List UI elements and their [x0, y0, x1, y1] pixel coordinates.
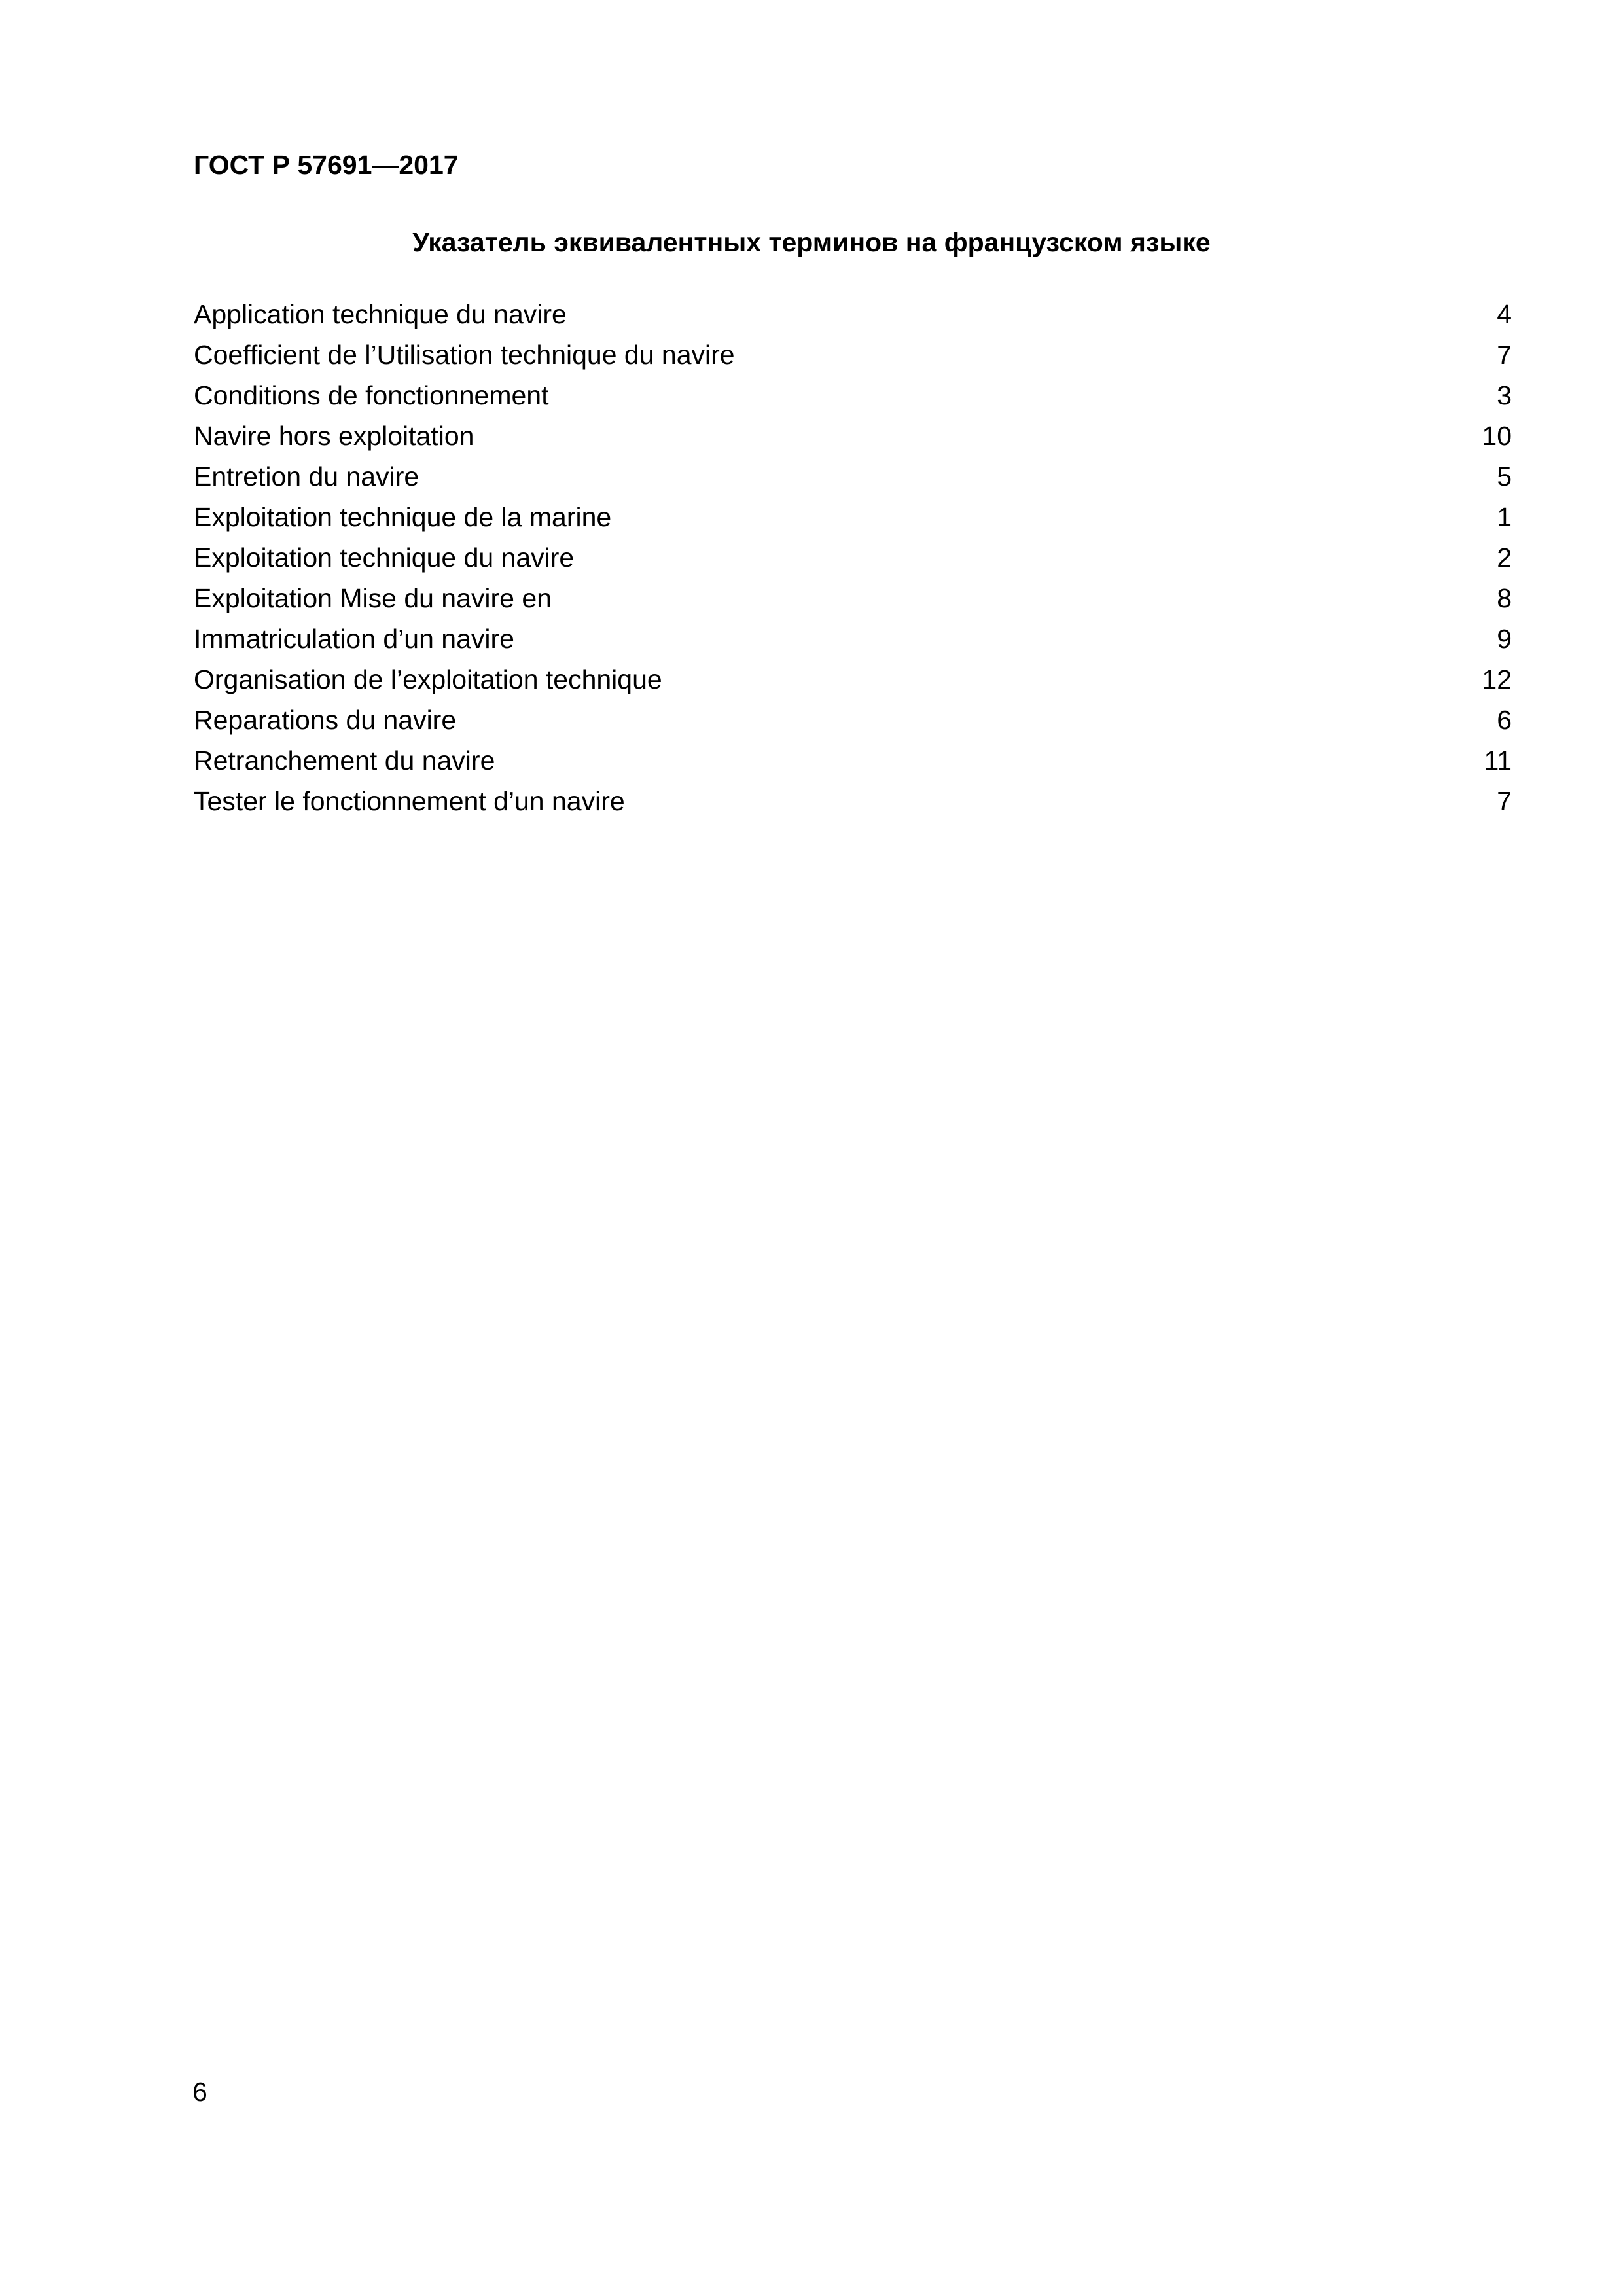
index-entry: [194, 294, 1512, 334]
entry-page: 12: [1482, 664, 1512, 694]
index-entry: [194, 375, 1512, 416]
entry-term: Exploitation Mise du navire en: [194, 583, 552, 613]
index-entry: [194, 497, 1512, 537]
document-header: ГОСТ Р 57691—2017: [194, 150, 459, 180]
section-title: Указатель эквивалентных терминов на французском языке: [412, 227, 1211, 257]
index-entry: [194, 537, 1512, 578]
index-entry: [194, 781, 1512, 821]
entry-page: 10: [1482, 421, 1512, 451]
index-entry: [194, 659, 1512, 700]
entry-page: 2: [1497, 543, 1512, 573]
index-entry: [194, 334, 1512, 375]
page-number: 6: [192, 2077, 207, 2107]
index-entry: [194, 740, 1512, 781]
entry-page: 9: [1497, 624, 1512, 654]
entry-page: 4: [1497, 299, 1512, 329]
entry-term: Exploitation technique de la marine: [194, 502, 612, 532]
entry-page: 11: [1484, 745, 1512, 776]
entry-page: 3: [1497, 380, 1512, 410]
entry-page: 1: [1497, 502, 1512, 532]
entry-page: 8: [1497, 583, 1512, 613]
entry-term: Exploitation technique du navire: [194, 543, 575, 573]
entry-page: 7: [1497, 786, 1512, 816]
index-entry: [194, 416, 1512, 456]
entry-page: 6: [1497, 705, 1512, 735]
entry-term: Entretion du navire: [194, 461, 419, 492]
entry-page: 7: [1497, 340, 1512, 370]
entry-term: Conditions de fonctionnement: [194, 380, 549, 410]
index-entry: [194, 700, 1512, 740]
entry-term: Reparations du navire: [194, 705, 457, 735]
index-entry: [194, 578, 1512, 619]
entry-term: Retranchement du navire: [194, 745, 495, 776]
entry-term: Application technique du navire: [194, 299, 567, 329]
index-entry: [194, 619, 1512, 659]
entry-term: Organisation de l’exploitation technique: [194, 664, 662, 694]
entry-term: Immatriculation d’un navire: [194, 624, 514, 654]
term-index-list: [194, 294, 1512, 821]
entry-term: Coefficient de l’Utilisation technique du navire: [194, 340, 735, 370]
entry-term: Tester le fonctionnement d’un navire: [194, 786, 625, 816]
index-entry: [194, 456, 1512, 497]
entry-page: 5: [1497, 461, 1512, 492]
entry-term: Navire hors exploitation: [194, 421, 474, 451]
